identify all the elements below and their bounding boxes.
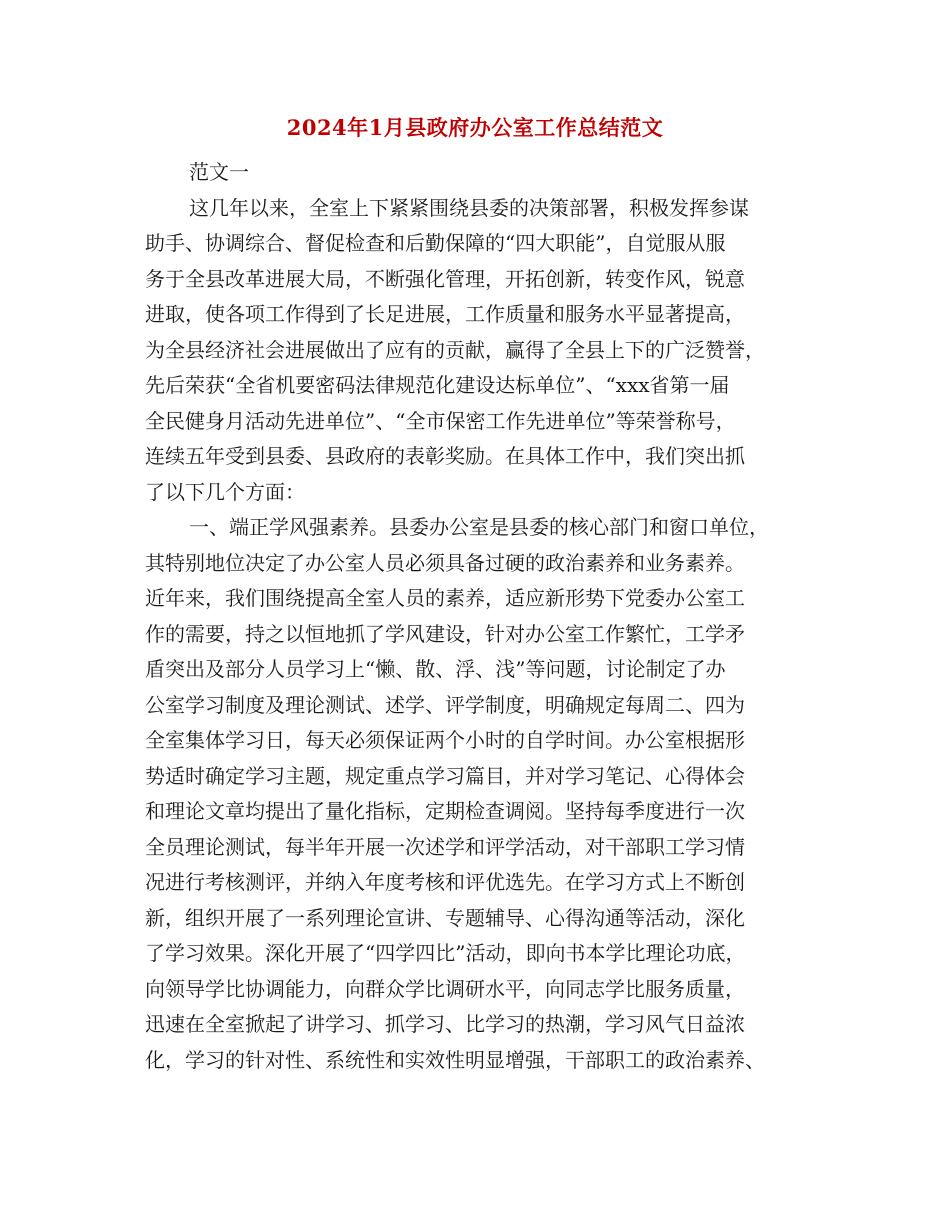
body-line: 为全县经济社会进展做出了应有的贡献，赢得了全县上下的广泛赞誉，: [145, 337, 765, 362]
body-line: 连续五年受到县委、县政府的表彰奖励。在具体工作中，我们突出抓: [145, 444, 745, 468]
body-line: 助手、协调综合、督促检查和后勤保障的“四大职能”，自觉服从服: [145, 231, 726, 255]
body-line: 先后荣获“全省机要密码法律规范化建设达标单位”、“xxx省第一届: [145, 373, 730, 397]
body-line: 其特别地位决定了办公室人员必须具备过硬的政治素养和业务素养。: [145, 550, 745, 575]
body-line: 近年来，我们围绕提高全室人员的素养，适应新形势下党委办公室工: [145, 586, 745, 610]
body-line: 全员理论测试，每半年开展一次述学和评学活动，对干部职工学习情: [145, 834, 745, 859]
body-line: 全民健身月活动先进单位”、“全市保密工作先进单位”等荣誉称号，: [145, 408, 736, 433]
body-line: 务于全县改革进展大局，不断强化管理，开拓创新，转变作风，锐意: [145, 266, 745, 291]
body-line: 盾突出及部分人员学习上“懒、散、浮、浅”等问题，讨论制定了办: [145, 657, 726, 681]
body-line: 了学习效果。深化开展了“四学四比”活动，即向书本学比理论功底，: [145, 941, 746, 965]
document-body: [145, 155, 810, 1078]
body-line: 和理论文章均提出了量化指标，定期检查调阅。坚持每季度进行一次: [145, 799, 745, 823]
body-line: 势适时确定学习主题，规定重点学习篇目，并对学习笔记、心得体会: [145, 763, 745, 788]
body-line: 作的需要，持之以恒地抓了学风建设，针对办公室工作繁忙，工学矛: [145, 621, 745, 646]
section-heading: 范文一: [189, 160, 249, 184]
body-line: 这几年以来，全室上下紧紧围绕县委的决策部署，积极发挥参谋: [189, 195, 749, 220]
body-line: 化，学习的针对性、系统性和实效性明显增强，干部职工的政治素养、: [145, 1047, 765, 1072]
body-line: 进取，使各项工作得到了长足进展，工作质量和服务水平显著提高，: [145, 302, 745, 326]
body-line: 况进行考核测评，并纳入年度考核和评优选先。在学习方式上不断创: [145, 870, 745, 894]
body-line: 新，组织开展了一系列理论宣讲、专题辅导、心得沟通等活动，深化: [145, 905, 745, 930]
document-title: 2024年1月县政府办公室工作总结范文: [286, 115, 664, 140]
body-line: 全室集体学习日，每天必须保证两个小时的自学时间。办公室根据形: [145, 728, 745, 752]
body-line: 一、端正学风强素养。县委办公室是县委的核心部门和窗口单位，: [189, 515, 769, 539]
body-line: 迅速在全室掀起了讲学习、抓学习、比学习的热潮，学习风气日益浓: [145, 1012, 745, 1036]
body-line: 公室学习制度及理论测试、述学、评学制度，明确规定每周二、四为: [145, 692, 745, 717]
body-line: 了以下几个方面：: [145, 479, 305, 504]
body-line: 向领导学比协调能力，向群众学比调研水平，向同志学比服务质量，: [145, 976, 745, 1001]
